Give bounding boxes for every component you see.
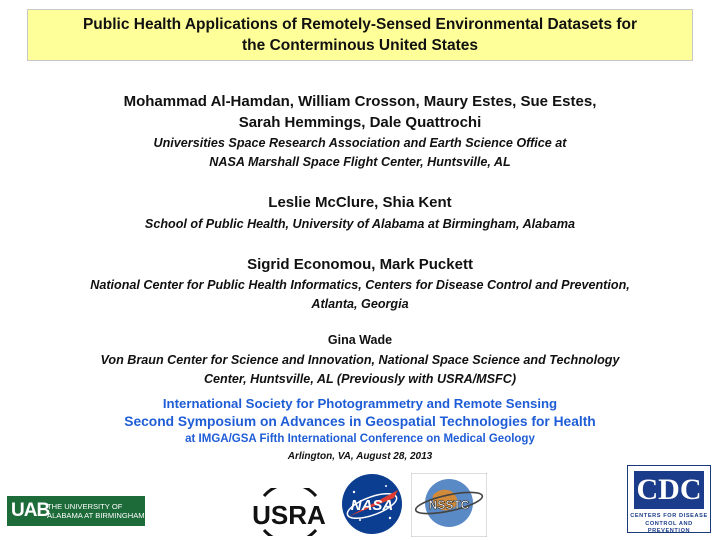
title-box bbox=[27, 9, 693, 61]
title-line-1: Public Health Applications of Remotely-Sensed Environmental Datasets for bbox=[82, 16, 638, 33]
usra-arc-bottom-icon bbox=[264, 530, 316, 536]
authors-group-1-line-2: Sarah Hemmings, Dale Quattrochi bbox=[238, 114, 482, 131]
cdc-logo bbox=[627, 465, 711, 533]
usra-arc-icon bbox=[264, 488, 316, 496]
event-date: Arlington, VA, August 28, 2013 bbox=[287, 451, 433, 462]
cdc-text-line-2: CONTROL AND PREVENTION bbox=[645, 520, 693, 534]
cdc-text-line-1: CENTERS FOR DISEASE bbox=[630, 513, 708, 519]
authors-group-2: Leslie McClure, Shia Kent bbox=[268, 194, 452, 211]
affiliation-group-3-line-1: National Center for Public Health Informatics, Centers for Disease Control and Prevention, bbox=[90, 278, 630, 292]
affiliation-group-4-line-2: Center, Huntsville, AL (Previously with USRA/MSFC) bbox=[203, 372, 517, 386]
authors-group-3: Sigrid Economou, Mark Puckett bbox=[247, 256, 473, 273]
uab-text-line-1: THE UNIVERSITY OF bbox=[47, 502, 123, 511]
nasa-logo bbox=[340, 472, 404, 536]
nasa-wordmark: NASA bbox=[350, 497, 394, 514]
uab-mark: UAB bbox=[11, 500, 50, 521]
nsstc-wordmark: NSSTC bbox=[428, 498, 470, 512]
title-line-2: the Conterminous United States bbox=[242, 37, 478, 54]
event-line-1: International Society for Photogrammetry and Remote Sensing bbox=[162, 396, 558, 411]
affiliation-group-1-line-2: NASA Marshall Space Flight Center, Huntsville, AL bbox=[209, 155, 511, 169]
cdc-mark: CDC bbox=[634, 471, 704, 509]
uab-text-line-2: ALABAMA AT BIRMINGHAM bbox=[47, 511, 145, 520]
uab-logo bbox=[7, 496, 145, 526]
nsstc-logo bbox=[411, 473, 487, 537]
usra-wordmark: USRA bbox=[252, 500, 326, 530]
affiliation-group-4-line-1: Von Braun Center for Science and Innovation, National Space Science and Technology bbox=[100, 353, 620, 367]
usra-logo bbox=[246, 488, 332, 536]
event-line-3: at IMGA/GSA Fifth International Conference on Medical Geology bbox=[185, 433, 535, 445]
event-line-2: Second Symposium on Advances in Geospatial Technologies for Health bbox=[124, 414, 596, 429]
affiliation-group-2: School of Public Health, University of Alabama at Birmingham, Alabama bbox=[144, 217, 576, 231]
affiliation-group-1-line-1: Universities Space Research Association and Earth Science Office at bbox=[153, 136, 567, 150]
authors-group-4: Gina Wade bbox=[327, 333, 393, 347]
authors-group-1-line-1: Mohammad Al-Hamdan, William Crosson, Maury Estes, Sue Estes, bbox=[123, 93, 597, 110]
affiliation-group-3-line-2: Atlanta, Georgia bbox=[311, 297, 409, 311]
